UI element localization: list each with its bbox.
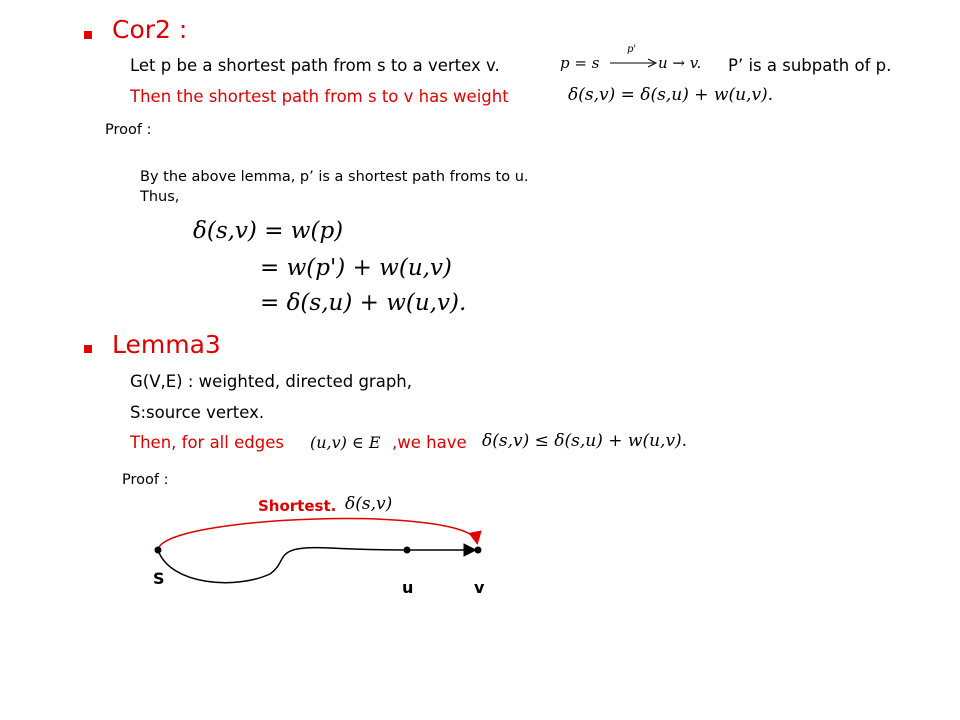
node-s-label: S (153, 569, 165, 588)
cor2-line2-math: δ(s,v) = δ(s,u) + w(u,v). (568, 85, 774, 105)
lemma3-line3-a: Then, for all edges (130, 433, 284, 452)
cor2-path-start: p = s (560, 54, 600, 72)
cor2-bullet (84, 31, 92, 39)
proof1-text1: By the above lemma, p’ is a shortest path froms to u. (140, 169, 529, 185)
cor2-path-label: p' (627, 44, 637, 55)
subpath-curve (158, 548, 405, 583)
proof1-eq2: = w(p') + w(u,v) (260, 255, 452, 281)
proof2-label: Proof : (122, 472, 169, 488)
lemma3-line2: S:source vertex. (130, 403, 265, 422)
node-u (404, 547, 411, 554)
node-v (475, 547, 482, 554)
cor2-title: Cor2 : (112, 15, 188, 44)
cor2-path-arrow (610, 56, 658, 70)
cor2-line1-text: Let p be a shortest path from s to a vertex v. (130, 56, 500, 75)
lemma3-line3-math: (u,v) ∈ E (310, 433, 381, 452)
path-diagram (140, 500, 500, 610)
lemma3-line3-math2: δ(s,v) ≤ δ(s,u) + w(u,v). (482, 431, 688, 451)
proof1-eq3: = δ(s,u) + w(u,v). (260, 290, 467, 316)
proof1-text2: Thus, (140, 189, 180, 205)
shortest-math: δ(s,v) (345, 494, 393, 514)
cor2-line2-text: Then the shortest path from s to v has weight (130, 87, 509, 106)
cor2-line1-tail: P’ is a subpath of p. (728, 56, 892, 75)
lemma3-title: Lemma3 (112, 330, 221, 359)
cor2-path-end: u → v. (658, 54, 702, 72)
lemma3-bullet (84, 345, 92, 353)
lemma3-line1: G(V,E) : weighted, directed graph, (130, 372, 412, 391)
shortest-path-curve (158, 519, 477, 550)
shortest-label: Shortest. (258, 497, 337, 515)
lemma3-line3-b: ,we have (392, 433, 467, 452)
node-s (155, 547, 162, 554)
node-v-label: v (474, 578, 485, 597)
proof1-eq1: δ(s,v) = w(p) (193, 218, 344, 244)
node-u-label: u (402, 578, 414, 597)
cor2-line1-math (560, 44, 720, 74)
proof1-label: Proof : (105, 122, 152, 138)
